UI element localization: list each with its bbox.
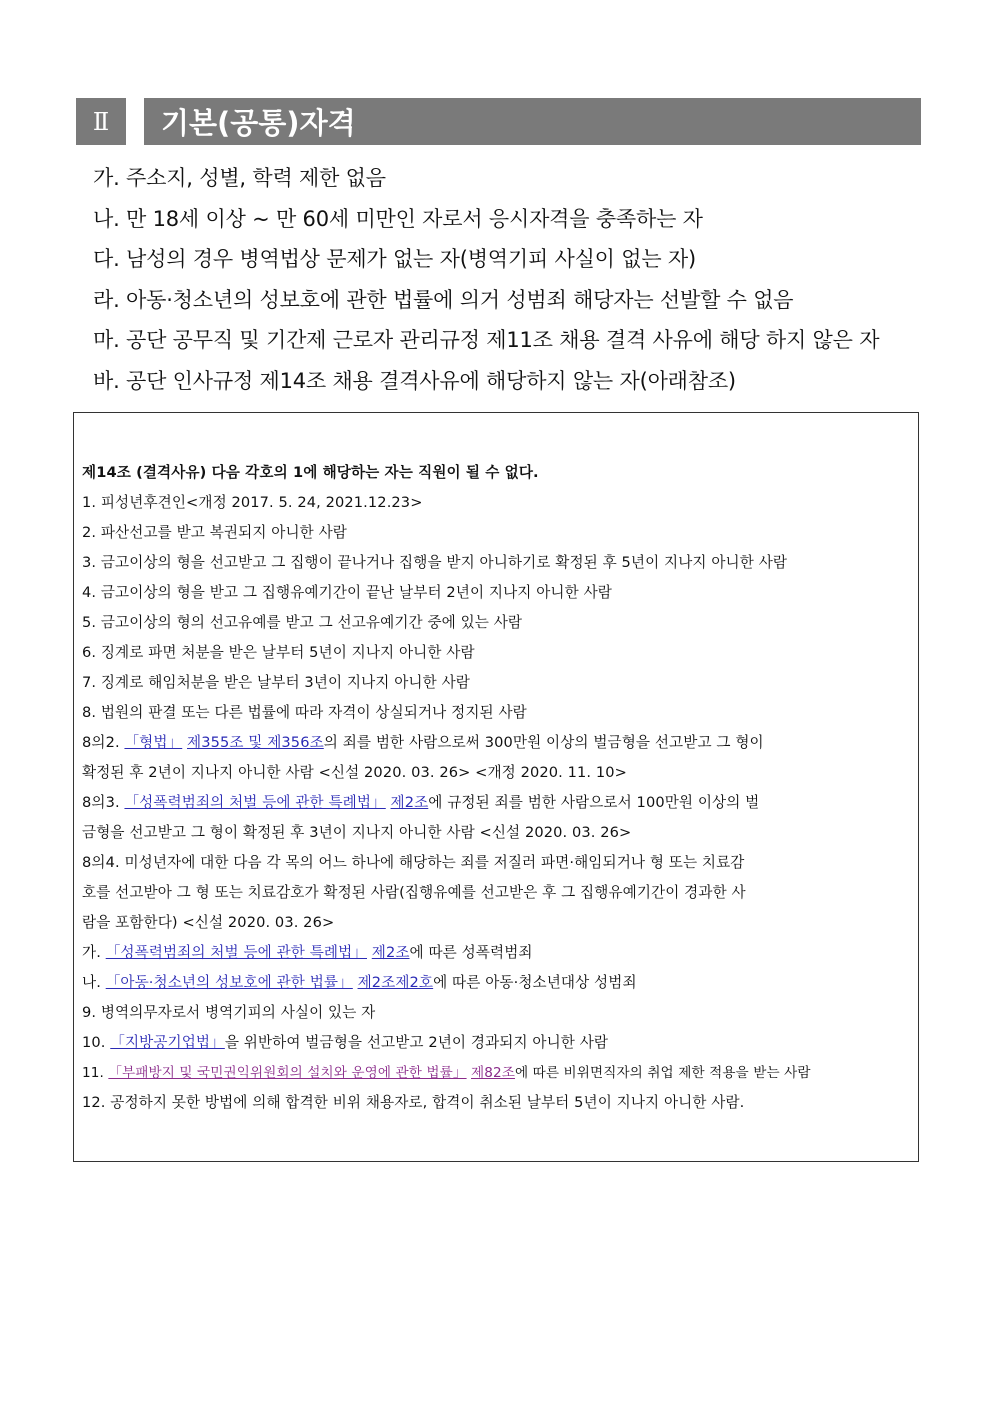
article-item-8-2-cont: 확정된 후 2년이 지나지 아니한 사람 <신설 2020. 03. 26> <개정 2020. 11. 10> bbox=[82, 764, 627, 781]
local-public-enterprise-act-link[interactable]: 「지방공기업법」 bbox=[110, 1034, 225, 1051]
qualification-item: 가. 주소지, 성별, 학력 제한 없음 bbox=[93, 166, 386, 190]
article-item-8-4-cont: 람을 포함한다) <신설 2020. 03. 26> bbox=[82, 914, 335, 931]
section-numeral: Ⅱ bbox=[76, 98, 126, 145]
article-item-9: 9. 병역의무자로서 병역기피의 사실이 있는 자 bbox=[82, 1004, 376, 1021]
article-2-link[interactable]: 제2조 bbox=[390, 794, 429, 811]
qualification-item: 다. 남성의 경우 병역법상 문제가 없는 자(병역기피 사실이 없는 자) bbox=[93, 247, 696, 271]
sexual-violence-act-link[interactable]: 「성폭력범죄의 처벌 등에 관한 특례법」 bbox=[105, 944, 367, 961]
article-item-6: 6. 징계로 파면 처분을 받은 날부터 5년이 지나지 아니한 사람 bbox=[82, 644, 475, 661]
anti-corruption-act-link[interactable]: 「부패방지 및 국민권익위원회의 설치와 운영에 관한 법률」 bbox=[108, 1065, 467, 1081]
item-prefix: 나. bbox=[82, 974, 106, 991]
item-prefix: 8의2. bbox=[82, 734, 125, 751]
article-heading: 제14조 (결격사유) 다음 각호의 1에 해당하는 자는 직원이 될 수 없다. bbox=[82, 464, 539, 481]
article-2-link[interactable]: 제2조 bbox=[371, 944, 410, 961]
item-text: 의 죄를 범한 사람으로써 300만원 이상의 벌금형을 선고받고 그 형이 bbox=[323, 734, 764, 751]
article-item-8: 8. 법원의 판결 또는 다른 법률에 따라 자격이 상실되거나 정지된 사람 bbox=[82, 704, 527, 721]
article-2-2-link[interactable]: 제2조제2호 bbox=[357, 974, 434, 991]
article-82-link[interactable]: 제82조 bbox=[471, 1065, 515, 1081]
article-item-8-4-na bbox=[82, 968, 912, 998]
qualification-item: 라. 아동·청소년의 성보호에 관한 법률에 의거 성범죄 해당자는 선발할 수 없음 bbox=[93, 287, 794, 312]
article-item-8-3 bbox=[82, 788, 912, 818]
article-item-8-4-cont: 호를 선고받아 그 형 또는 치료감호가 확정된 사람(집행유예를 선고받은 후 그 집행유예기간이 경과한 사 bbox=[82, 884, 746, 901]
article-item-8-2 bbox=[82, 728, 912, 758]
item-text: 을 위반하여 벌금형을 선고받고 2년이 경과되지 아니한 사람 bbox=[224, 1034, 609, 1051]
item-prefix: 8의3. bbox=[82, 794, 125, 811]
sexual-violence-act-link[interactable]: 「성폭력범죄의 처벌 등에 관한 특례법」 bbox=[124, 794, 386, 811]
article-item-8-3-cont: 금형을 선고받고 그 형이 확정된 후 3년이 지나지 아니한 사람 <신설 2020. 03. 26> bbox=[82, 824, 632, 841]
article-item-4: 4. 금고이상의 형을 받고 그 집행유예기간이 끝난 날부터 2년이 지나지 아니한 사람 bbox=[82, 584, 612, 601]
article-355-356-link[interactable]: 제355조 및 제356조 bbox=[187, 734, 324, 751]
article-item-8-4-ga bbox=[82, 938, 912, 968]
article-item-2: 2. 파산선고를 받고 복권되지 아니한 사람 bbox=[82, 524, 347, 541]
item-prefix: 11. bbox=[82, 1065, 109, 1081]
article-item-8-4: 8의4. 미성년자에 대한 다음 각 목의 어느 하나에 해당하는 죄를 저질러 파면·해임되거나 형 또는 치료감 bbox=[82, 854, 745, 871]
item-text: 에 따른 비위면직자의 취업 제한 적용을 받는 사람 bbox=[514, 1065, 811, 1081]
article-item-11 bbox=[82, 1058, 912, 1088]
section-title: 기본(공통)자격 bbox=[144, 98, 921, 145]
article-item-3: 3. 금고이상의 형을 선고받고 그 집행이 끝나거나 집행을 받지 아니하기로 확정된 후 5년이 지나지 아니한 사람 bbox=[82, 554, 788, 571]
article-item-7: 7. 징계로 해임처분을 받은 날부터 3년이 지나지 아니한 사람 bbox=[82, 674, 470, 691]
criminal-act-link[interactable]: 「형법」 bbox=[124, 734, 183, 751]
article-item-10 bbox=[82, 1028, 912, 1058]
section-header bbox=[76, 98, 921, 145]
article-content bbox=[82, 458, 912, 1118]
article-item-5: 5. 금고이상의 형의 선고유예를 받고 그 선고유예기간 중에 있는 사람 bbox=[82, 614, 523, 631]
qualification-item: 나. 만 18세 이상 ~ 만 60세 미만인 자로서 응시자격을 충족하는 자 bbox=[93, 206, 703, 231]
youth-protection-act-link[interactable]: 「아동·청소년의 성보호에 관한 법률」 bbox=[105, 974, 353, 991]
item-prefix: 10. bbox=[82, 1034, 111, 1051]
item-text: 에 따른 성폭력범죄 bbox=[409, 944, 533, 961]
item-text: 에 따른 아동·청소년대상 성범죄 bbox=[433, 974, 637, 991]
qualification-list bbox=[93, 158, 923, 401]
article-item-1: 1. 피성년후견인<개정 2017. 5. 24, 2021.12.23> bbox=[82, 494, 423, 511]
item-text: 에 규정된 죄를 범한 사람으로서 100만원 이상의 벌 bbox=[428, 794, 760, 811]
item-prefix: 가. bbox=[82, 944, 106, 961]
qualification-item: 마. 공단 공무직 및 기간제 근로자 관리규정 제11조 채용 결격 사유에 해당 하지 않은 자 bbox=[93, 328, 880, 352]
qualification-item: 바. 공단 인사규정 제14조 채용 결격사유에 해당하지 않는 자(아래참조) bbox=[93, 368, 736, 393]
article-item-12: 12. 공정하지 못한 방법에 의해 합격한 비위 채용자로, 합격이 취소된 날부터 5년이 지나지 아니한 사람. bbox=[82, 1094, 745, 1111]
